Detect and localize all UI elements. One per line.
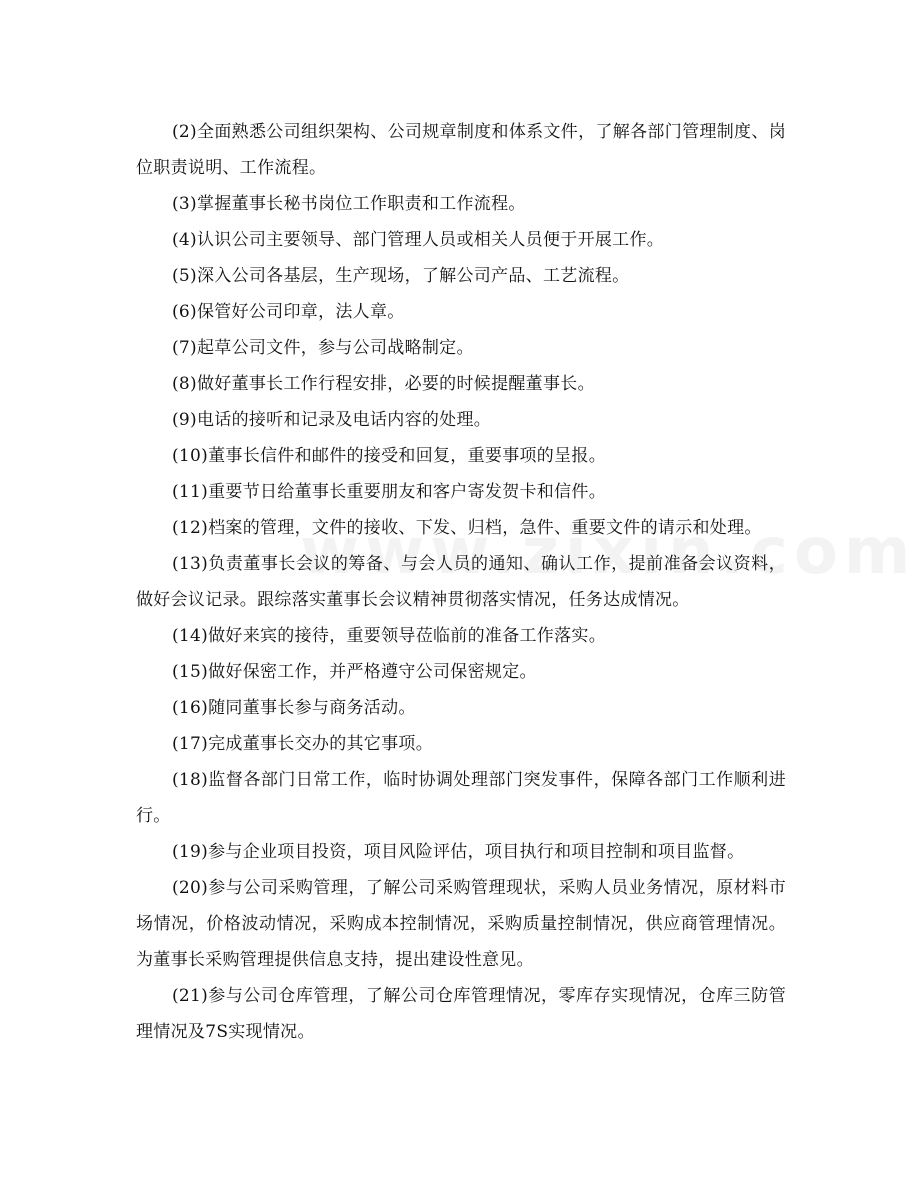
paragraph-13: (13)负责董事长会议的筹备、与会人员的通知、确认工作，提前准备会议资料，做好会议记录。跟综落实董事长会议精神贯彻落实情况，任务达成情况。: [136, 554, 786, 610]
paragraph-11: (11)重要节日给董事长重要朋友和客户寄发贺卡和信件。: [172, 482, 606, 502]
paragraph-8: (8)做好董事长工作行程安排，必要的时候提醒董事长。: [172, 374, 595, 394]
paragraph-19: (19)参与企业项目投资，项目风险评估，项目执行和项目控制和项目监督。: [172, 842, 745, 862]
paragraph-14: (14)做好来宾的接待，重要领导莅临前的准备工作落实。: [172, 626, 606, 646]
paragraph-4: (4)认识公司主要领导、部门管理人员或相关人员便于开展工作。: [172, 230, 665, 250]
paragraph-3: (3)掌握董事长秘书岗位工作职责和工作流程。: [172, 194, 526, 214]
paragraph-18: (18)监督各部门日常工作，临时协调处理部门突发事件，保障各部门工作顺利进行。: [136, 770, 786, 826]
paragraph-6: (6)保管好公司印章，法人章。: [172, 302, 405, 322]
paragraph-7: (7)起草公司文件，参与公司战略制定。: [172, 338, 474, 358]
paragraph-17: (17)完成董事长交办的其它事项。: [172, 734, 433, 754]
paragraph-2: (2)全面熟悉公司组织架构、公司规章制度和体系文件，了解各部门管理制度、岗位职责说明、工作流程。: [136, 122, 786, 178]
paragraph-10: (10)董事长信件和邮件的接受和回复，重要事项的呈报。: [172, 446, 606, 466]
paragraph-20: (20)参与公司采购管理，了解公司采购管理现状，采购人员业务情况，原材料市场情况，价格波动情况，采购成本控制情况，采购质量控制情况，供应商管理情况。为董事长采购管理提供信息支持，提出建设性意见。: [136, 878, 786, 970]
paragraph-9: (9)电话的接听和记录及电话内容的处理。: [172, 410, 492, 430]
document-body: [136, 114, 786, 1050]
paragraph-16: (16)随同董事长参与商务活动。: [172, 698, 416, 718]
paragraph-21: (21)参与公司仓库管理，了解公司仓库管理情况，零库存实现情况，仓库三防管理情况及7S实现情况。: [136, 986, 786, 1042]
paragraph-5: (5)深入公司各基层，生产现场，了解公司产品、工艺流程。: [172, 266, 630, 286]
paragraph-12: (12)档案的管理，文件的接收、下发、归档，急件、重要文件的请示和处理。: [172, 518, 762, 538]
paragraph-15: (15)做好保密工作，并严格遵守公司保密规定。: [172, 662, 537, 682]
